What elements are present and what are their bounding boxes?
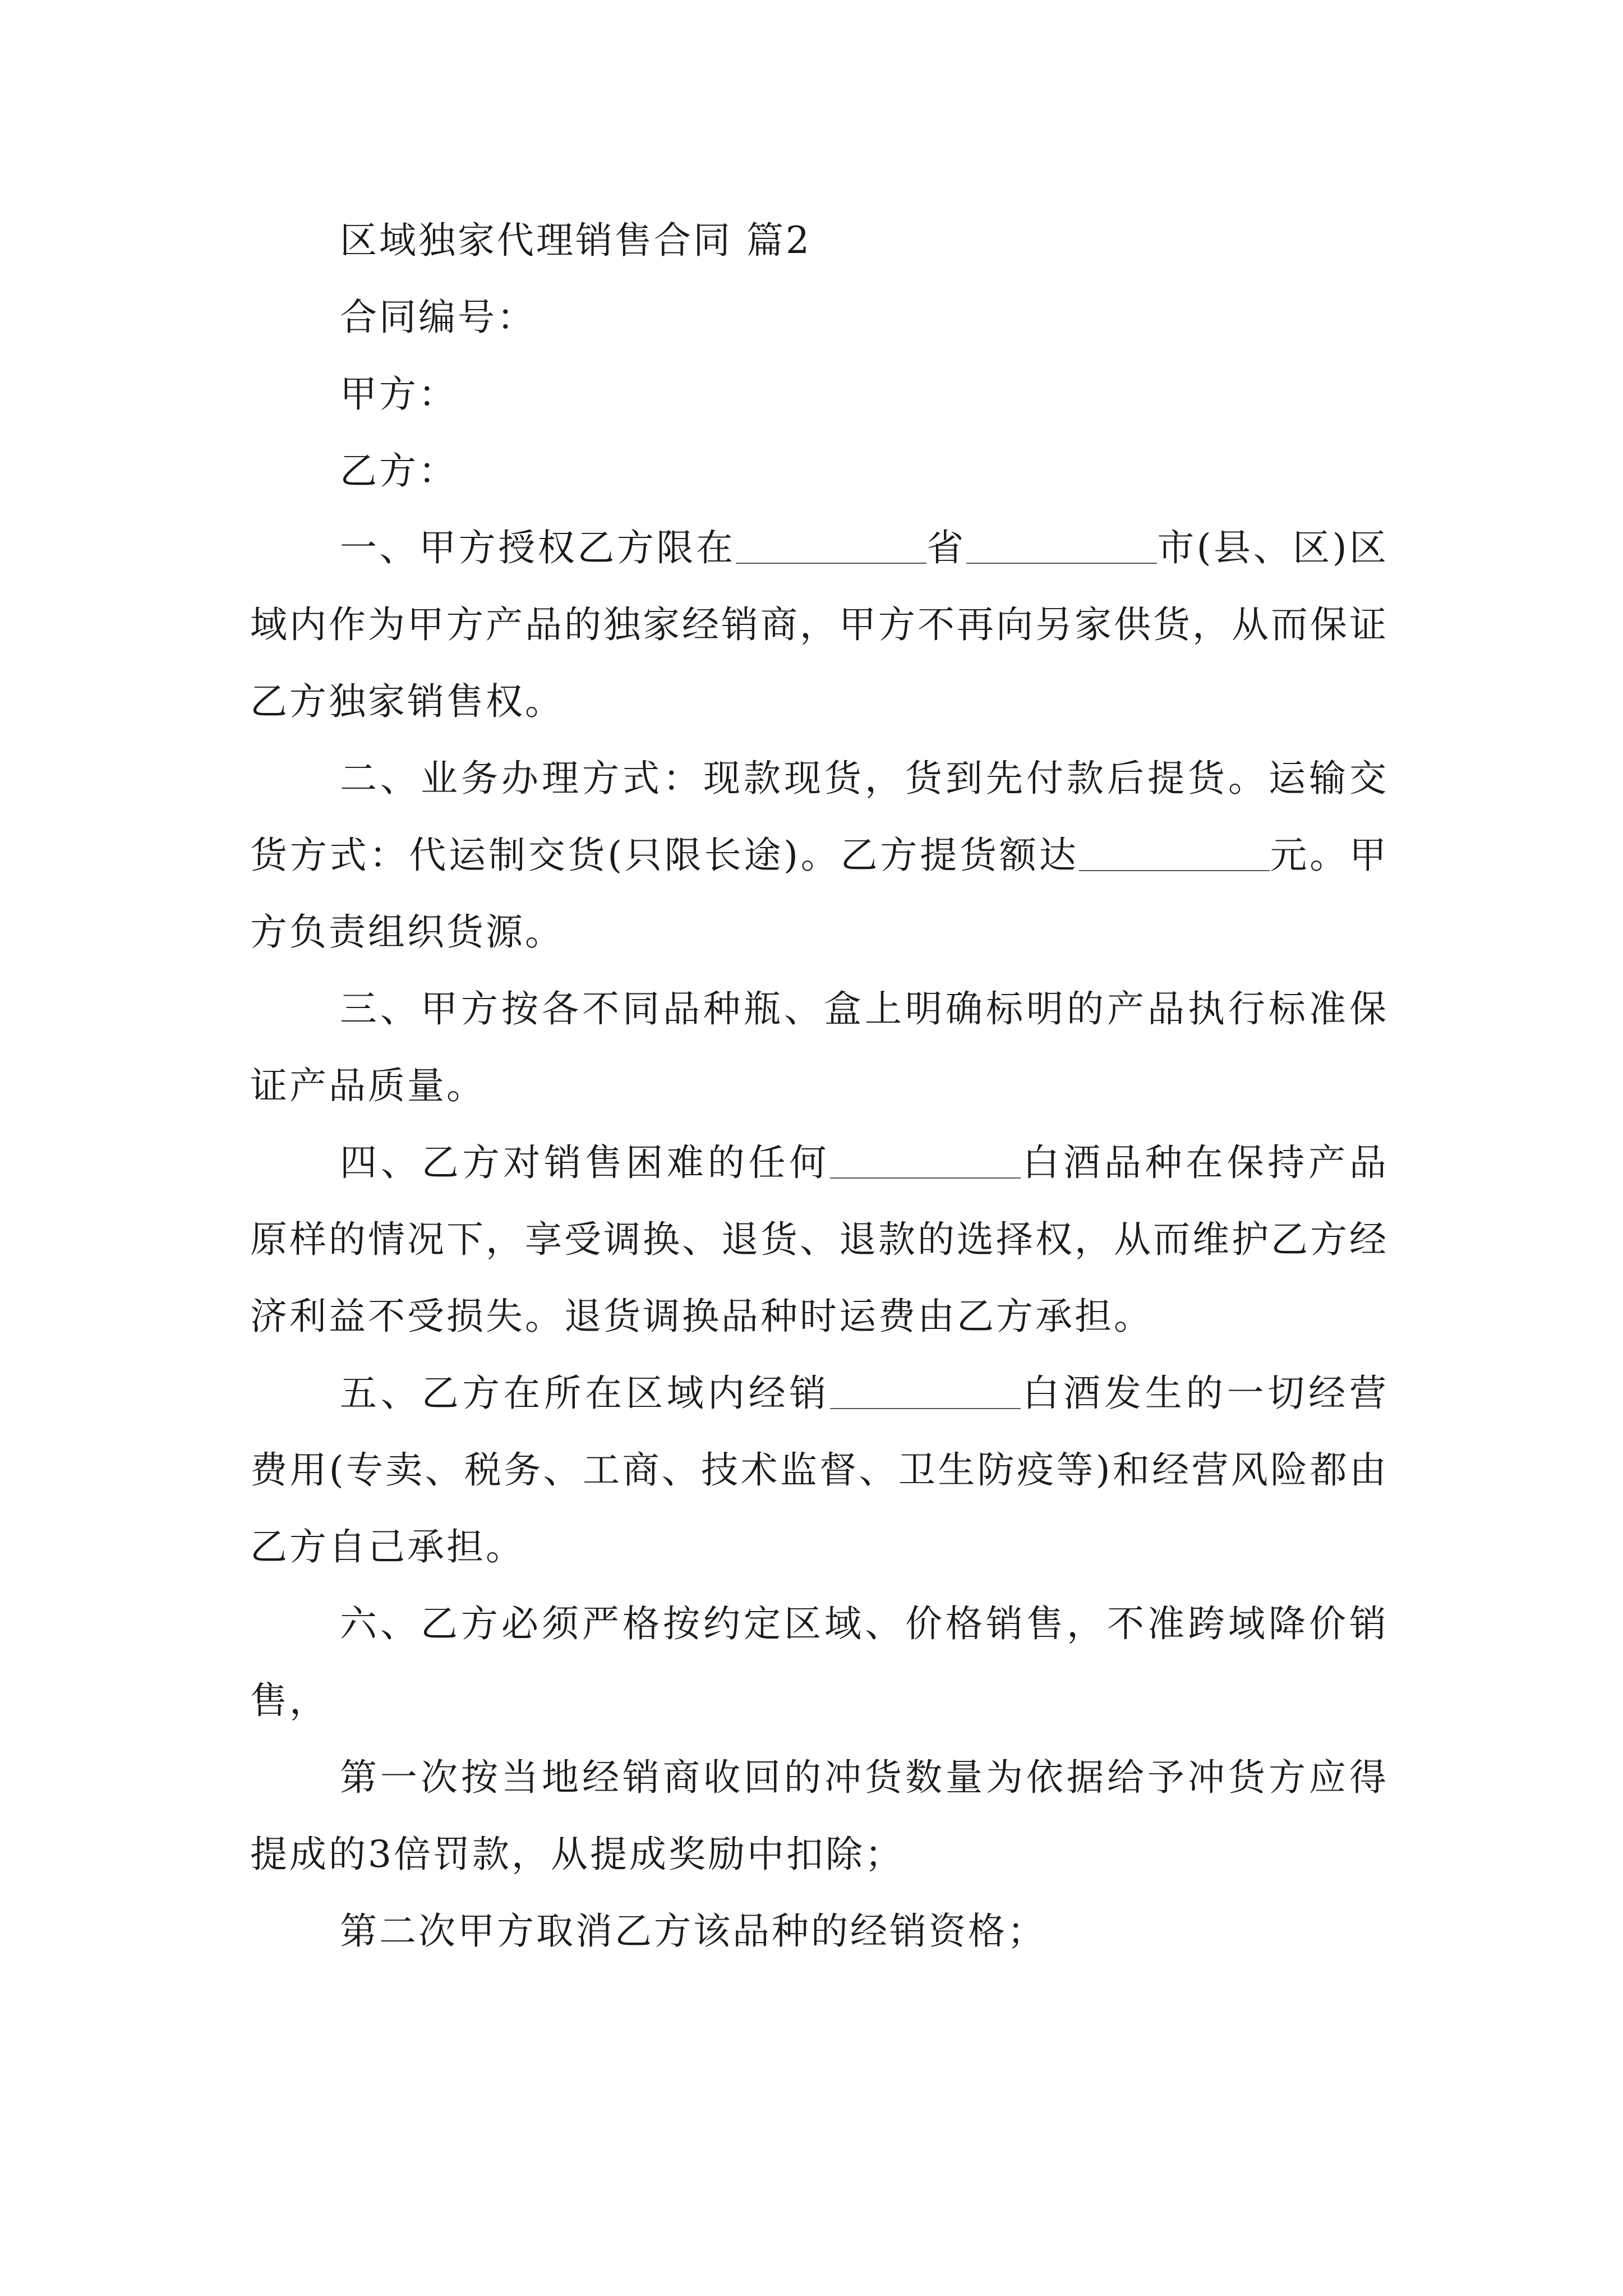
clause-6: 六、乙方必须严格按约定区域、价格销售，不准跨域降价销售， [250, 1602, 1389, 1722]
clause-2-text-a: 二、业务办理方式：现款现货，货到先付款后提货。运输交货方式：代运制交货(只限长途)。乙方提货额达 [250, 757, 1389, 877]
city-blank [966, 526, 1157, 564]
party-b-label: 乙方： [340, 449, 458, 493]
clause-1-text-c: 市(县、区)区域内作为甲方产品的独家经销商，甲方不再向另家供货，从而保证乙方独家销售权。 [250, 526, 1389, 723]
province-blank [736, 526, 926, 564]
contract-number-label: 合同编号： [340, 296, 536, 339]
clause-2 [250, 740, 1389, 970]
clause-4-text-a: 四、乙方对销售困难的任何 [340, 1141, 831, 1184]
brand-blank-2 [830, 1371, 1021, 1409]
brand-blank-1 [830, 1140, 1021, 1179]
penalty-first: 第一次按当地经销商收回的冲货数量为依据给予冲货方应得提成的3倍罚款，从提成奖励中扣除； [250, 1756, 1389, 1876]
clause-5 [250, 1355, 1389, 1585]
amount-blank [1079, 833, 1270, 871]
clause-5-text-b: 白酒发生的一切经营费用(专卖、税务、工商、技术监督、卫生防疫等)和经营风险都由乙方自己承担。 [250, 1372, 1389, 1568]
party-a-label: 甲方： [340, 372, 458, 416]
clause-4-text-b: 白酒品种在保持产品原样的情况下，享受调换、退货、退款的选择权，从而维护乙方经济利益不受损失。退货调换品种时运费由乙方承担。 [250, 1141, 1389, 1338]
penalty-second: 第二次甲方取消乙方该品种的经销资格； [340, 1910, 1046, 1953]
clause-1-text-a: 一、甲方授权乙方限在 [340, 526, 736, 569]
clause-1-text-b: 省 [926, 526, 966, 569]
clause-3: 三、甲方按各不同品种瓶、盒上明确标明的产品执行标准保证产品质量。 [250, 987, 1389, 1107]
clause-4 [250, 1124, 1389, 1355]
clause-5-text-a: 五、乙方在所在区域内经销 [340, 1372, 831, 1415]
clause-2-text-b: 元。甲方负责组织货源。 [250, 834, 1389, 954]
document-body [250, 202, 1389, 1970]
document-title: 区域独家代理销售合同 篇2 [340, 219, 811, 262]
clause-1 [250, 509, 1389, 740]
